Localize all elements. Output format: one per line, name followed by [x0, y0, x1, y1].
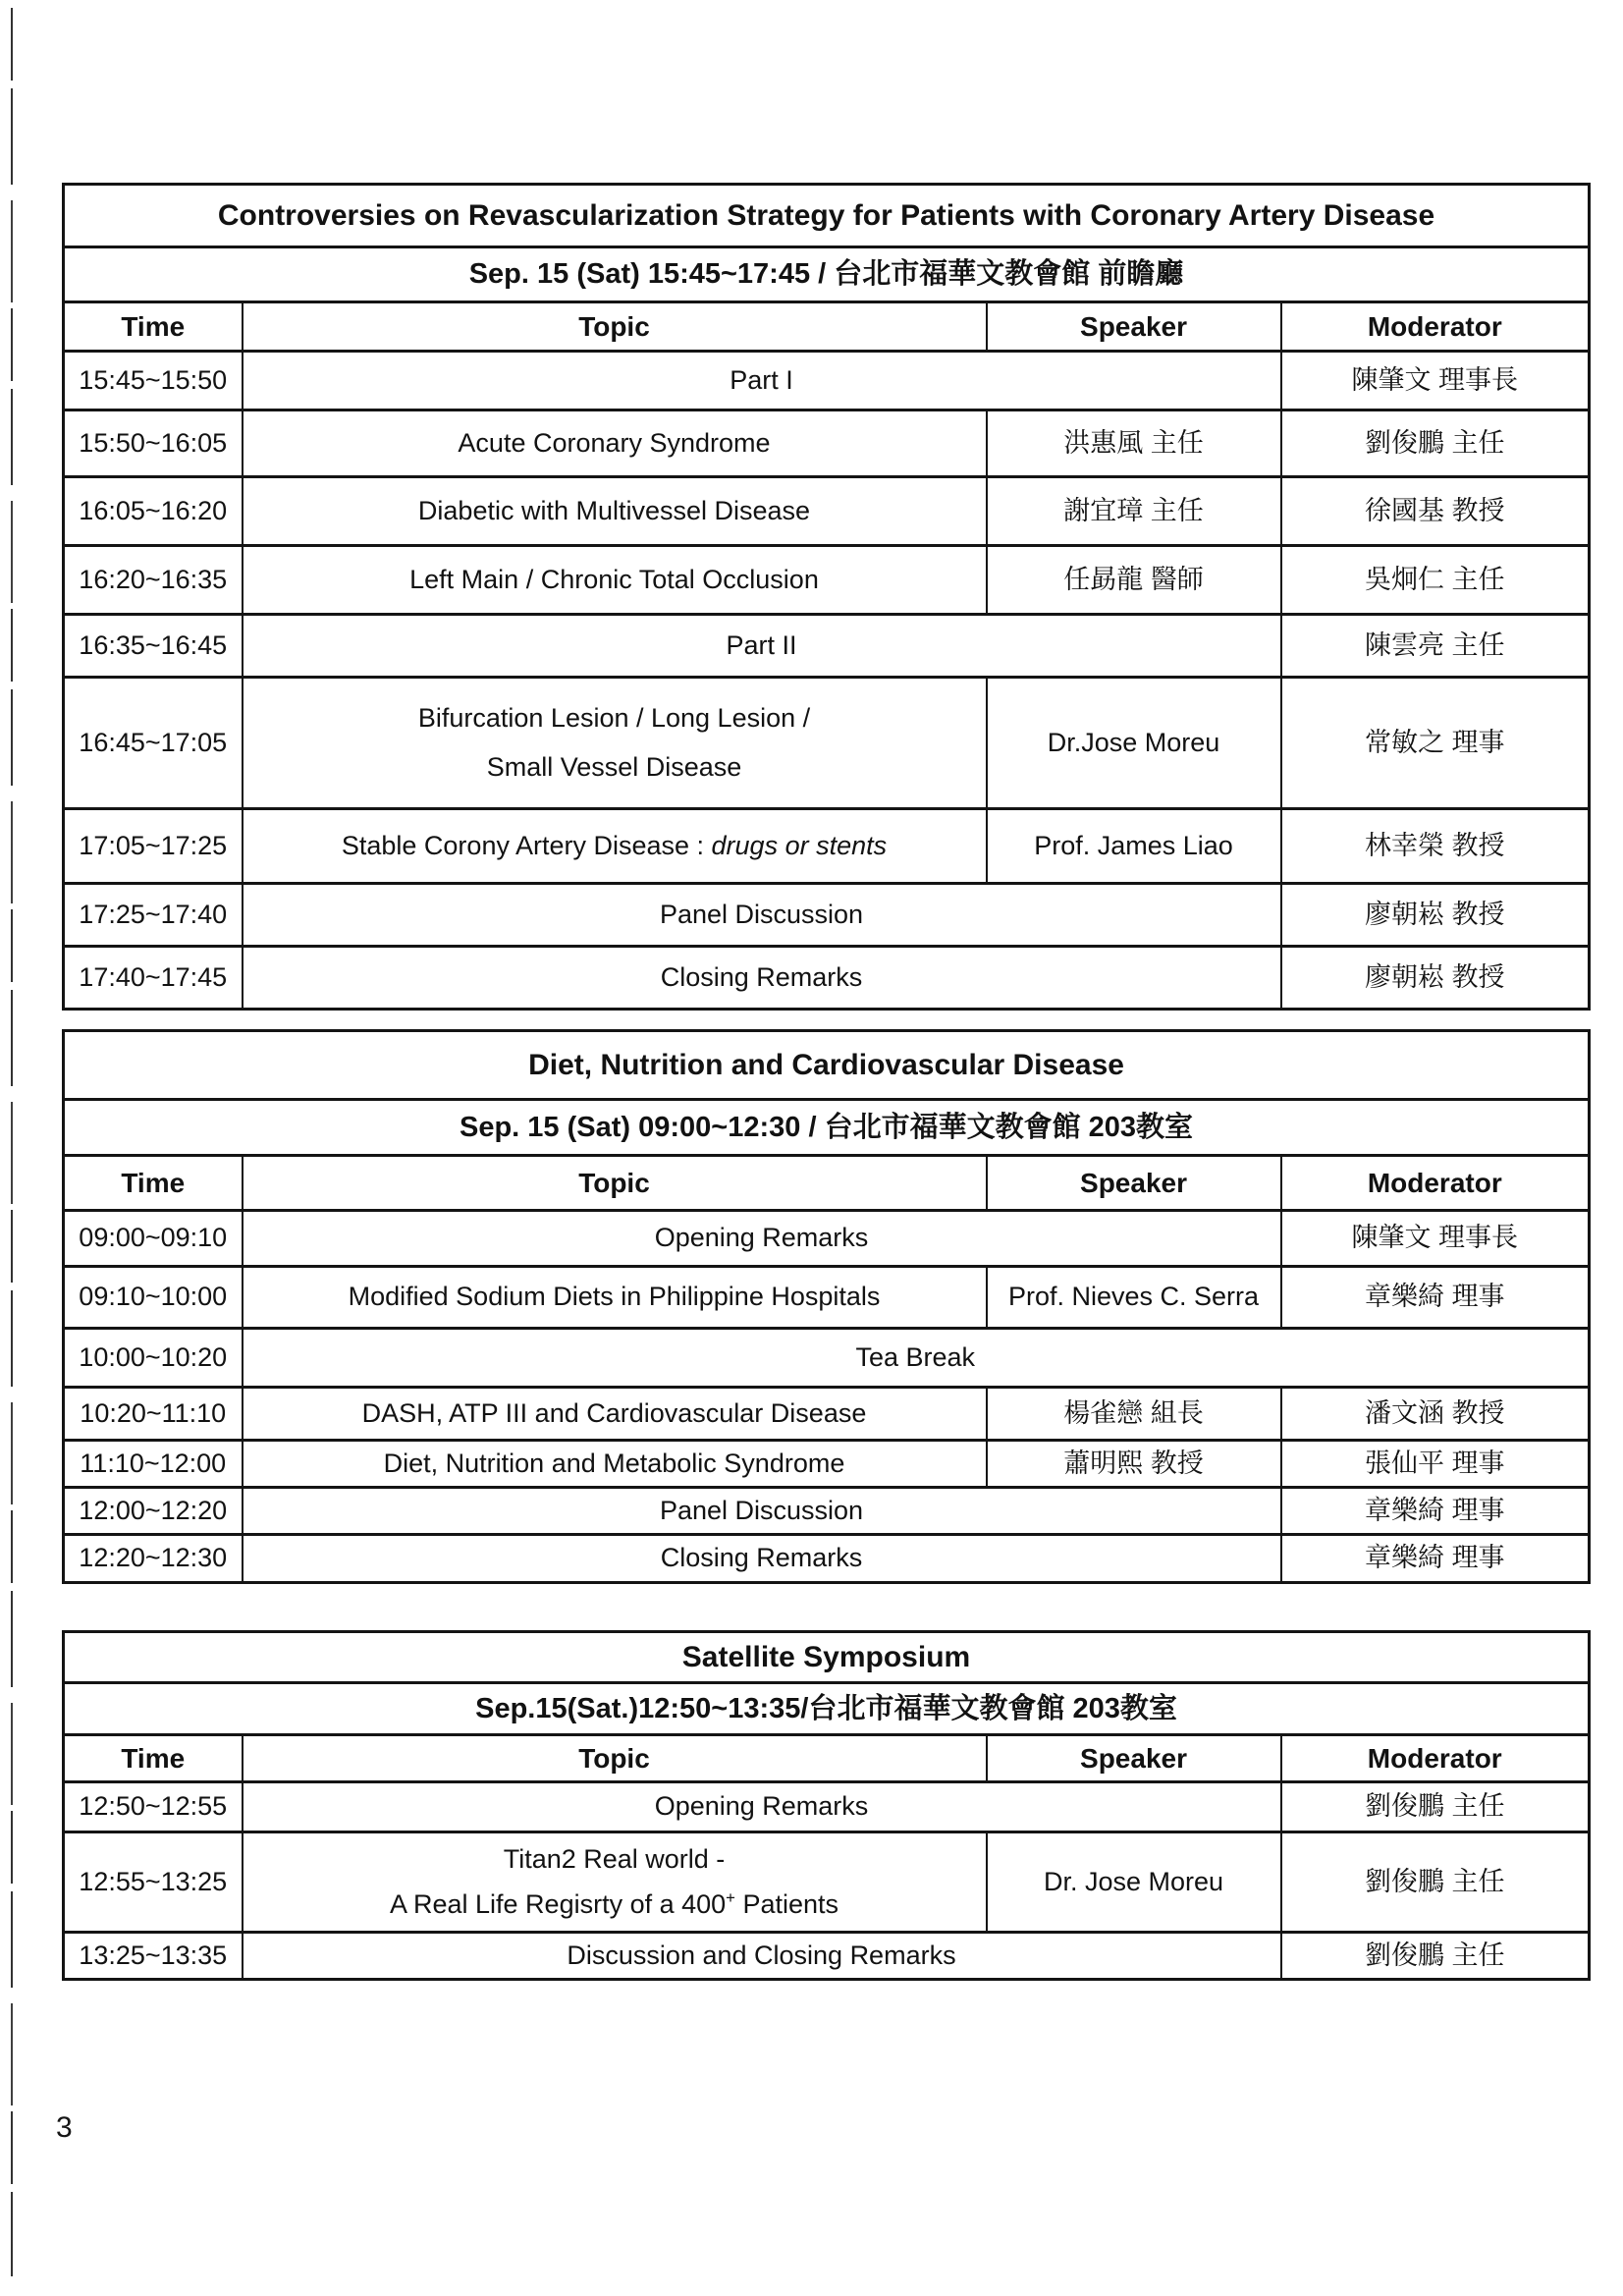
speaker-cell: 洪惠風 主任: [987, 410, 1281, 477]
table-row: [64, 615, 1590, 678]
table-row: [64, 1488, 1590, 1535]
moderator-cell: 章樂綺 理事: [1281, 1488, 1590, 1535]
topic-line-1: Bifurcation Lesion / Long Lesion /: [417, 702, 811, 733]
topic-cell: Opening Remarks: [243, 1211, 1281, 1267]
topic-cell: Left Main / Chronic Total Occlusion: [243, 546, 987, 615]
time-cell: 17:05~17:25: [64, 809, 243, 884]
topic-cell: DASH, ATP III and Cardiovascular Disease: [243, 1388, 987, 1441]
moderator-cell: 劉俊鵬 主任: [1281, 410, 1590, 477]
page-number: 3: [56, 2111, 73, 2144]
time-cell: 13:25~13:35: [64, 1933, 243, 1980]
table-row: [64, 1933, 1590, 1980]
topic-cell: [243, 1832, 987, 1933]
table-row: [64, 1832, 1590, 1933]
program-page-content: [62, 183, 1588, 1981]
moderator-cell: 吳炯仁 主任: [1281, 546, 1590, 615]
column-header-moderator: Moderator: [1281, 302, 1590, 352]
column-header-topic: Topic: [243, 1735, 987, 1782]
topic-cell: Diet, Nutrition and Metabolic Syndrome: [243, 1441, 987, 1488]
topic-cell: Discussion and Closing Remarks: [243, 1933, 1281, 1980]
time-cell: 15:50~16:05: [64, 410, 243, 477]
moderator-cell: 廖朝崧 教授: [1281, 884, 1590, 947]
moderator-cell: 劉俊鵬 主任: [1281, 1782, 1590, 1832]
superscript-plus: +: [726, 1887, 735, 1907]
moderator-cell: 潘文涵 教授: [1281, 1388, 1590, 1441]
table-row: [64, 947, 1590, 1010]
table-row: [64, 1388, 1590, 1441]
time-cell: 09:10~10:00: [64, 1267, 243, 1329]
table-row: [64, 1329, 1590, 1388]
table-row: [64, 809, 1590, 884]
topic-cell: Diabetic with Multivessel Disease: [243, 477, 987, 546]
speaker-cell: 任勗龍 醫師: [987, 546, 1281, 615]
moderator-cell: 張仙平 理事: [1281, 1441, 1590, 1488]
time-cell: 09:00~09:10: [64, 1211, 243, 1267]
session-table-diet-nutrition: [62, 1029, 1591, 1584]
table-row: [64, 546, 1590, 615]
topic-cell: Tea Break: [243, 1329, 1590, 1388]
time-cell: 17:40~17:45: [64, 947, 243, 1010]
time-cell: 17:25~17:40: [64, 884, 243, 947]
moderator-cell: 章樂綺 理事: [1281, 1267, 1590, 1329]
moderator-cell: 陳雲亮 主任: [1281, 615, 1590, 678]
time-cell: 16:45~17:05: [64, 678, 243, 809]
topic-cell: Part II: [243, 615, 1281, 678]
topic-cell: [243, 809, 987, 884]
topic-italic-text: drugs or stents: [711, 830, 888, 860]
time-cell: 12:00~12:20: [64, 1488, 243, 1535]
column-header-moderator: Moderator: [1281, 1156, 1590, 1211]
session-table-revascularization: [62, 183, 1591, 1011]
table-row: [64, 884, 1590, 947]
moderator-cell: 章樂綺 理事: [1281, 1535, 1590, 1583]
moderator-cell: 徐國基 教授: [1281, 477, 1590, 546]
table-row: [64, 1211, 1590, 1267]
moderator-cell: 劉俊鵬 主任: [1281, 1832, 1590, 1933]
table-row: [64, 1267, 1590, 1329]
time-cell: 16:05~16:20: [64, 477, 243, 546]
table-subtitle: Sep.15(Sat.)12:50~13:35/台北市福華文教會館 203教室: [64, 1683, 1590, 1735]
column-header-moderator: Moderator: [1281, 1735, 1590, 1782]
time-cell: 12:55~13:25: [64, 1832, 243, 1933]
time-cell: 12:50~12:55: [64, 1782, 243, 1832]
topic-cell: Acute Coronary Syndrome: [243, 410, 987, 477]
table-title: Diet, Nutrition and Cardiovascular Disease: [64, 1031, 1590, 1100]
topic-line-2-text: A Real Life Regisrty of a 400: [389, 1888, 727, 1919]
topic-text: Stable Corony Artery Disease :: [341, 830, 712, 860]
moderator-cell: 常敏之 理事: [1281, 678, 1590, 809]
table-row: [64, 410, 1590, 477]
table-title: Satellite Symposium: [64, 1632, 1590, 1683]
time-cell: 15:45~15:50: [64, 352, 243, 410]
moderator-cell: 劉俊鵬 主任: [1281, 1933, 1590, 1980]
time-cell: 16:20~16:35: [64, 546, 243, 615]
topic-cell: Closing Remarks: [243, 1535, 1281, 1583]
scan-artifact-line: [11, 8, 13, 2276]
table-row: [64, 352, 1590, 410]
topic-cell: Panel Discussion: [243, 1488, 1281, 1535]
column-header-topic: Topic: [243, 1156, 987, 1211]
table-row: [64, 477, 1590, 546]
speaker-cell: Dr.Jose Moreu: [987, 678, 1281, 809]
topic-line-2: [249, 1888, 980, 1922]
moderator-cell: 林幸榮 教授: [1281, 809, 1590, 884]
topic-cell: Closing Remarks: [243, 947, 1281, 1010]
column-header-time: Time: [64, 302, 243, 352]
speaker-cell: Dr. Jose Moreu: [987, 1832, 1281, 1933]
table-row: [64, 1441, 1590, 1488]
topic-cell: Panel Discussion: [243, 884, 1281, 947]
speaker-cell: 楊雀戀 組長: [987, 1388, 1281, 1441]
session-table-satellite-symposium: [62, 1630, 1591, 1981]
column-header-time: Time: [64, 1156, 243, 1211]
speaker-cell: 謝宜璋 主任: [987, 477, 1281, 546]
topic-line-2-suffix: Patients: [734, 1888, 839, 1919]
table-row: [64, 1782, 1590, 1832]
topic-cell: [243, 678, 987, 809]
table-subtitle: Sep. 15 (Sat) 09:00~12:30 / 台北市福華文教會館 203教室: [64, 1100, 1590, 1156]
speaker-cell: Prof. Nieves C. Serra: [987, 1267, 1281, 1329]
time-cell: 11:10~12:00: [64, 1441, 243, 1488]
time-cell: 10:00~10:20: [64, 1329, 243, 1388]
table-row: [64, 1535, 1590, 1583]
table-subtitle: Sep. 15 (Sat) 15:45~17:45 / 台北市福華文教會館 前瞻廳: [64, 247, 1590, 302]
moderator-cell: 陳肇文 理事長: [1281, 1211, 1590, 1267]
topic-cell: Part I: [243, 352, 1281, 410]
topic-cell: Opening Remarks: [243, 1782, 1281, 1832]
time-cell: 16:35~16:45: [64, 615, 243, 678]
column-header-speaker: Speaker: [987, 302, 1281, 352]
topic-line-2: Small Vessel Disease: [486, 751, 742, 782]
moderator-cell: 廖朝崧 教授: [1281, 947, 1590, 1010]
moderator-cell: 陳肇文 理事長: [1281, 352, 1590, 410]
column-header-speaker: Speaker: [987, 1735, 1281, 1782]
topic-line-1: Titan2 Real world -: [503, 1843, 726, 1874]
time-cell: 12:20~12:30: [64, 1535, 243, 1583]
topic-cell: Modified Sodium Diets in Philippine Hospitals: [243, 1267, 987, 1329]
column-header-time: Time: [64, 1735, 243, 1782]
table-row: [64, 678, 1590, 809]
speaker-cell: Prof. James Liao: [987, 809, 1281, 884]
time-cell: 10:20~11:10: [64, 1388, 243, 1441]
column-header-speaker: Speaker: [987, 1156, 1281, 1211]
column-header-topic: Topic: [243, 302, 987, 352]
table-title: Controversies on Revascularization Strategy for Patients with Coronary Artery Disease: [64, 185, 1590, 247]
speaker-cell: 蕭明熙 教授: [987, 1441, 1281, 1488]
